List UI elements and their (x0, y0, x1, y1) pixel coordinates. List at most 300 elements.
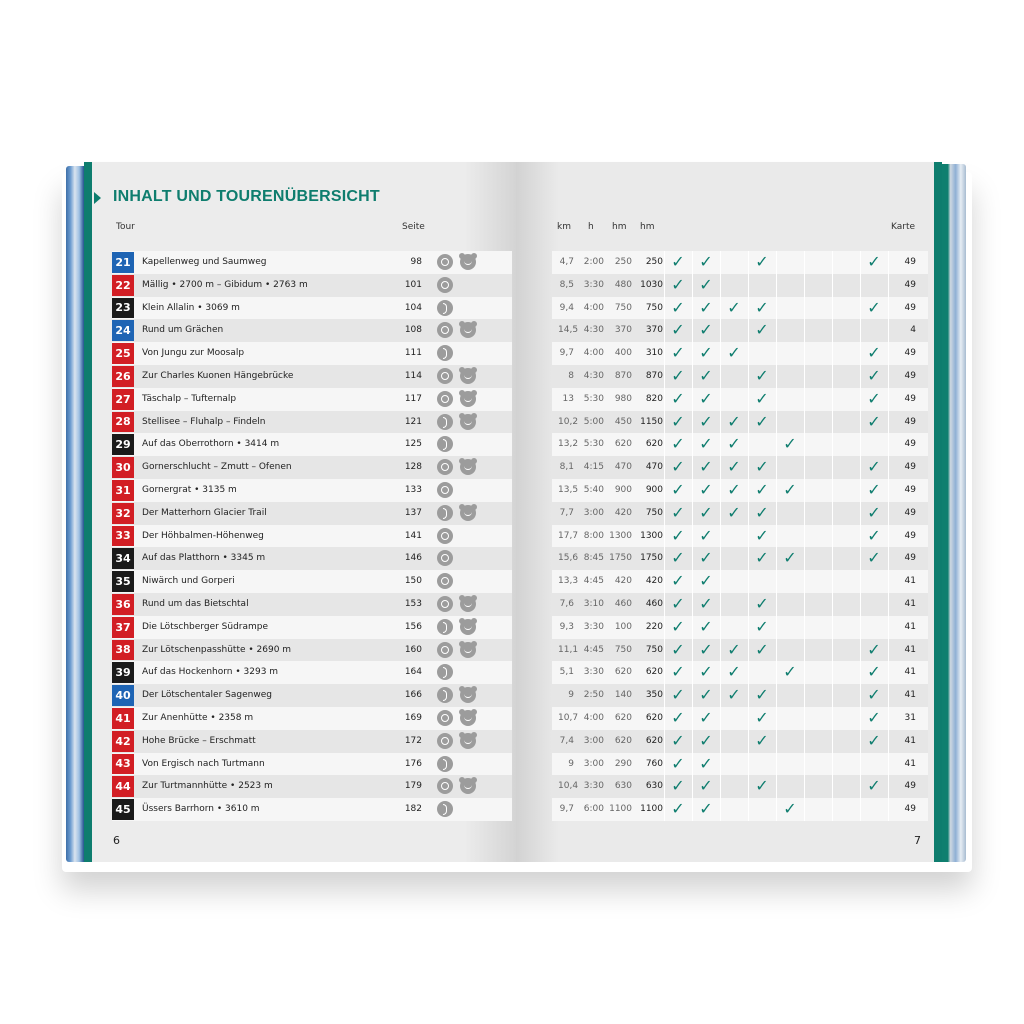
column-separator (720, 547, 721, 570)
column-separator (664, 639, 665, 662)
tour-page: 166 (404, 690, 422, 701)
column-separator (832, 433, 833, 456)
tour-name[interactable]: Auf das Platthorn • 3345 m (142, 553, 266, 564)
column-separator (692, 342, 693, 365)
column-separator (804, 570, 805, 593)
column-separator (888, 730, 889, 753)
check-icon: ✓ (671, 571, 685, 591)
tour-ascent: 870 (614, 370, 632, 381)
check-icon: ✓ (755, 365, 769, 385)
tour-name[interactable]: Zur Turtmannhütte • 2523 m (142, 781, 273, 792)
teddy-face-icon (460, 596, 476, 612)
column-separator (692, 753, 693, 776)
check-icon: ✓ (671, 343, 685, 363)
column-separator (832, 479, 833, 502)
tour-duration: 3:30 (583, 781, 604, 792)
column-separator (860, 411, 861, 434)
tour-distance: 9,4 (559, 302, 574, 313)
check-icon: ✓ (755, 685, 769, 705)
column-separator (804, 707, 805, 730)
tour-name[interactable]: Mällig • 2700 m – Gibidum • 2763 m (142, 279, 308, 290)
tour-name[interactable]: Gornergrat • 3135 m (142, 484, 237, 495)
check-icon: ✓ (699, 548, 713, 568)
table-row[interactable] (112, 593, 928, 616)
table-row[interactable] (112, 616, 928, 639)
tour-name[interactable]: Zur Charles Kuonen Hängebrücke (142, 370, 294, 381)
check-icon: ✓ (755, 548, 769, 568)
table-row[interactable] (112, 365, 928, 388)
column-separator (860, 433, 861, 456)
tour-distance: 13 (562, 393, 574, 404)
tour-number-badge: 42 (112, 731, 134, 752)
check-icon: ✓ (755, 252, 769, 271)
tour-distance: 13,5 (558, 484, 579, 495)
column-separator (804, 547, 805, 570)
column-separator (748, 525, 749, 548)
column-separator (748, 251, 749, 274)
tour-name[interactable]: Der Höhbalmen-Höhenweg (142, 530, 264, 541)
check-icon: ✓ (727, 411, 741, 431)
tour-page: 114 (404, 370, 422, 381)
ring-icon (437, 482, 453, 498)
column-separator (776, 639, 777, 662)
column-separator (832, 798, 833, 821)
tour-map: 41 (904, 667, 916, 678)
tour-map: 49 (904, 393, 916, 404)
check-icon: ✓ (671, 548, 685, 568)
tour-descent: 250 (645, 257, 663, 267)
check-icon: ✓ (671, 320, 685, 340)
tour-page: 104 (404, 302, 422, 313)
tour-descent: 460 (645, 598, 663, 609)
table-row[interactable] (112, 661, 928, 684)
table-row[interactable] (112, 479, 928, 502)
column-separator (692, 411, 693, 434)
table-row[interactable] (112, 753, 928, 776)
column-separator (664, 570, 665, 593)
teddy-face-icon (460, 733, 476, 749)
table-row[interactable] (112, 798, 928, 821)
tour-duration: 4:00 (583, 302, 604, 313)
column-separator (804, 661, 805, 684)
column-separator (692, 274, 693, 297)
table-row[interactable] (112, 775, 928, 798)
tour-number-badge: 35 (112, 571, 134, 592)
check-icon: ✓ (727, 457, 741, 477)
tour-map: 49 (904, 804, 916, 815)
column-separator (664, 684, 665, 707)
tour-map: 41 (904, 598, 916, 609)
tour-distance: 13,3 (558, 576, 579, 587)
column-separator (888, 570, 889, 593)
tour-distance: 4,7 (559, 257, 574, 267)
table-row[interactable] (112, 342, 928, 365)
column-separator (776, 616, 777, 639)
column-separator (664, 251, 665, 274)
check-icon: ✓ (671, 457, 685, 477)
check-icon: ✓ (867, 411, 881, 431)
check-icon: ✓ (783, 479, 797, 499)
tour-duration: 3:30 (583, 667, 604, 678)
tour-map: 49 (904, 462, 916, 473)
tour-name[interactable]: Hohe Brücke – Erschmatt (142, 735, 256, 746)
column-separator (888, 661, 889, 684)
tour-name[interactable]: Zur Anenhütte • 2358 m (142, 712, 254, 723)
tour-distance: 15,6 (558, 553, 579, 564)
column-separator (664, 479, 665, 502)
tour-descent: 750 (645, 644, 663, 655)
tour-descent: 370 (645, 325, 663, 336)
column-separator (748, 502, 749, 525)
column-separator (860, 798, 861, 821)
tour-distance: 5,1 (559, 667, 574, 678)
column-separator (720, 593, 721, 616)
tour-duration: 2:00 (583, 257, 604, 267)
tour-ascent: 470 (614, 462, 632, 473)
tour-ascent: 620 (614, 439, 632, 450)
column-separator (860, 297, 861, 320)
check-icon: ✓ (699, 343, 713, 363)
column-separator (804, 479, 805, 502)
column-separator (832, 730, 833, 753)
tour-number-badge: 36 (112, 594, 134, 615)
check-icon: ✓ (755, 776, 769, 796)
tour-page: 160 (404, 644, 422, 655)
column-separator (692, 593, 693, 616)
column-separator (692, 775, 693, 798)
column-separator (832, 684, 833, 707)
left-accent-bar (84, 162, 92, 862)
tour-map: 49 (904, 279, 916, 290)
check-icon: ✓ (867, 776, 881, 796)
tour-name[interactable]: Gornerschlucht – Zmutt – Ofenen (142, 462, 292, 473)
column-separator (692, 525, 693, 548)
tour-duration: 5:30 (583, 393, 604, 404)
check-icon: ✓ (671, 297, 685, 317)
tour-name[interactable]: Klein Allalin • 3069 m (142, 302, 240, 313)
table-row[interactable] (112, 297, 928, 320)
column-separator (860, 593, 861, 616)
column-separator (664, 775, 665, 798)
teddy-face-icon (460, 642, 476, 658)
column-separator (664, 502, 665, 525)
tour-name[interactable]: Der Lötschentaler Sagenweg (142, 690, 272, 701)
tour-duration: 4:45 (583, 644, 604, 655)
tour-descent: 1750 (640, 553, 663, 564)
table-row[interactable] (112, 684, 928, 707)
column-separator (748, 388, 749, 411)
column-separator (692, 456, 693, 479)
tour-name[interactable]: Auf das Hockenhorn • 3293 m (142, 667, 279, 678)
tour-name[interactable]: Kapellenweg und Saumweg (142, 257, 267, 267)
check-icon: ✓ (671, 730, 685, 750)
teddy-face-icon (460, 710, 476, 726)
tour-name[interactable]: Stellisee – Fluhalp – Findeln (142, 416, 266, 427)
column-separator (860, 775, 861, 798)
check-icon: ✓ (699, 662, 713, 682)
tour-distance: 7,6 (559, 598, 574, 609)
column-separator (888, 684, 889, 707)
column-separator (776, 502, 777, 525)
check-icon: ✓ (755, 593, 769, 613)
check-icon: ✓ (699, 411, 713, 431)
column-separator (860, 456, 861, 479)
column-separator (776, 342, 777, 365)
column-separator (776, 753, 777, 776)
tour-name[interactable]: Täschalp – Tufternalp (142, 393, 237, 404)
tour-distance: 10,4 (558, 781, 579, 792)
table-row[interactable] (112, 707, 928, 730)
check-icon: ✓ (699, 365, 713, 385)
check-icon: ✓ (755, 730, 769, 750)
stroller-icon (437, 756, 453, 772)
column-separator (776, 274, 777, 297)
column-separator (888, 525, 889, 548)
column-separator (720, 297, 721, 320)
column-separator (832, 661, 833, 684)
stroller-icon (437, 619, 453, 635)
tour-ascent: 620 (614, 667, 632, 678)
column-separator (720, 411, 721, 434)
tour-name[interactable]: Rund um Grächen (142, 325, 224, 336)
ring-icon (437, 391, 453, 407)
column-separator (748, 639, 749, 662)
tour-ascent: 100 (614, 621, 632, 632)
column-separator (860, 251, 861, 274)
tour-name[interactable]: Von Jungu zur Moosalp (142, 348, 245, 359)
table-row[interactable] (112, 319, 928, 342)
check-icon: ✓ (867, 525, 881, 545)
tour-name[interactable]: Üssers Barrhorn • 3610 m (142, 804, 260, 815)
tour-duration: 4:00 (583, 712, 604, 723)
column-separator (860, 525, 861, 548)
column-separator (748, 297, 749, 320)
teddy-face-icon (460, 505, 476, 521)
column-separator (776, 388, 777, 411)
column-separator (888, 388, 889, 411)
table-row[interactable] (112, 502, 928, 525)
column-separator (804, 753, 805, 776)
table-row[interactable] (112, 639, 928, 662)
tour-number-badge: 43 (112, 754, 134, 775)
tour-map: 49 (904, 302, 916, 313)
tour-name[interactable]: Niwärch und Gorperi (142, 576, 235, 587)
column-separator (776, 593, 777, 616)
column-separator (860, 319, 861, 342)
check-icon: ✓ (727, 662, 741, 682)
tour-page: 128 (404, 462, 422, 473)
header-km: km (557, 222, 571, 232)
check-icon: ✓ (867, 707, 881, 727)
header-hm-up: hm (612, 222, 627, 232)
tour-name[interactable]: Auf das Oberrothorn • 3414 m (142, 439, 280, 450)
check-icon: ✓ (699, 525, 713, 545)
column-separator (888, 593, 889, 616)
column-separator (860, 365, 861, 388)
check-icon: ✓ (867, 365, 881, 385)
column-separator (776, 251, 777, 274)
tour-page: 182 (404, 804, 422, 815)
tour-number-badge: 28 (112, 412, 134, 433)
column-separator (804, 502, 805, 525)
tour-number-badge: 44 (112, 776, 134, 797)
column-separator (804, 639, 805, 662)
column-separator (748, 570, 749, 593)
table-row[interactable] (112, 251, 928, 274)
check-icon: ✓ (699, 571, 713, 591)
header-h: h (588, 222, 594, 232)
column-separator (692, 388, 693, 411)
column-separator (832, 753, 833, 776)
tour-ascent: 750 (614, 644, 632, 655)
tour-distance: 7,4 (559, 735, 574, 746)
tour-distance: 9,7 (559, 804, 574, 815)
check-icon: ✓ (755, 616, 769, 636)
column-separator (860, 502, 861, 525)
ring-icon (437, 733, 453, 749)
column-separator (804, 274, 805, 297)
check-icon: ✓ (699, 297, 713, 317)
table-row[interactable] (112, 525, 928, 548)
check-icon: ✓ (755, 457, 769, 477)
check-icon: ✓ (671, 434, 685, 454)
table-row[interactable] (112, 274, 928, 297)
column-separator (720, 616, 721, 639)
column-separator (888, 297, 889, 320)
tour-name[interactable]: Zur Lötschenpasshütte • 2690 m (142, 644, 292, 655)
ring-icon (437, 368, 453, 384)
column-separator (720, 775, 721, 798)
tour-descent: 310 (645, 348, 663, 359)
tour-duration: 5:30 (583, 439, 604, 450)
tour-descent: 900 (645, 484, 663, 495)
tour-map: 49 (904, 530, 916, 541)
tour-number-badge: 23 (112, 298, 134, 319)
column-separator (748, 798, 749, 821)
tour-page: 176 (404, 758, 422, 769)
column-separator (804, 525, 805, 548)
tour-page: 146 (404, 553, 422, 564)
table-row[interactable] (112, 456, 928, 479)
column-separator (832, 775, 833, 798)
column-separator (804, 730, 805, 753)
tour-name[interactable]: Der Matterhorn Glacier Trail (142, 507, 267, 518)
tour-map: 41 (904, 690, 916, 701)
column-separator (720, 251, 721, 274)
column-separator (832, 639, 833, 662)
tour-number-badge: 38 (112, 640, 134, 661)
column-separator (664, 342, 665, 365)
ring-icon (437, 277, 453, 293)
check-icon: ✓ (727, 639, 741, 659)
column-separator (888, 616, 889, 639)
tour-descent: 470 (645, 462, 663, 473)
table-row[interactable] (112, 433, 928, 456)
table-row[interactable] (112, 570, 928, 593)
table-row[interactable] (112, 388, 928, 411)
column-separator (692, 707, 693, 730)
table-row[interactable] (112, 547, 928, 570)
tour-table (112, 251, 928, 821)
column-separator (664, 798, 665, 821)
column-separator (804, 388, 805, 411)
column-separator (860, 684, 861, 707)
column-separator (888, 639, 889, 662)
tour-number-badge: 24 (112, 320, 134, 341)
check-icon: ✓ (867, 639, 881, 659)
check-icon: ✓ (755, 639, 769, 659)
check-icon: ✓ (671, 616, 685, 636)
column-separator (832, 365, 833, 388)
column-separator (804, 798, 805, 821)
tour-ascent: 620 (614, 712, 632, 723)
check-icon: ✓ (727, 479, 741, 499)
tour-duration: 2:50 (583, 690, 604, 701)
column-separator (664, 753, 665, 776)
column-separator (720, 274, 721, 297)
column-separator (664, 433, 665, 456)
check-icon: ✓ (727, 502, 741, 522)
column-separator (720, 684, 721, 707)
tour-name[interactable]: Von Ergisch nach Turtmann (142, 758, 265, 769)
column-separator (664, 593, 665, 616)
tour-descent: 820 (645, 393, 663, 404)
table-row[interactable] (112, 730, 928, 753)
tour-map: 49 (904, 439, 916, 450)
column-separator (692, 616, 693, 639)
check-icon: ✓ (867, 297, 881, 317)
column-separator (776, 570, 777, 593)
check-icon: ✓ (699, 388, 713, 408)
tour-duration: 6:00 (583, 804, 604, 815)
teddy-face-icon (460, 619, 476, 635)
tour-ascent: 370 (614, 325, 632, 336)
check-icon: ✓ (699, 479, 713, 499)
check-icon: ✓ (867, 730, 881, 750)
column-separator (748, 753, 749, 776)
column-separator (832, 342, 833, 365)
column-separator (748, 707, 749, 730)
tour-name[interactable]: Rund um das Bietschtal (142, 598, 249, 609)
tour-duration: 8:45 (583, 553, 604, 564)
table-row[interactable] (112, 411, 928, 434)
tour-map: 49 (904, 484, 916, 495)
check-icon: ✓ (755, 388, 769, 408)
tour-map: 49 (904, 507, 916, 518)
column-separator (804, 342, 805, 365)
check-icon: ✓ (671, 799, 685, 819)
check-icon: ✓ (783, 799, 797, 819)
tour-ascent: 460 (614, 598, 632, 609)
tour-ascent: 980 (614, 393, 632, 404)
column-separator (664, 707, 665, 730)
column-separator (804, 616, 805, 639)
check-icon: ✓ (867, 479, 881, 499)
column-separator (832, 616, 833, 639)
check-icon: ✓ (727, 297, 741, 317)
check-icon: ✓ (783, 548, 797, 568)
column-separator (832, 388, 833, 411)
check-icon: ✓ (671, 639, 685, 659)
column-separator (888, 479, 889, 502)
check-icon: ✓ (699, 252, 713, 271)
check-icon: ✓ (867, 343, 881, 363)
tour-duration: 3:10 (583, 598, 604, 609)
tour-name[interactable]: Die Lötschberger Südrampe (142, 621, 269, 632)
column-separator (860, 342, 861, 365)
column-separator (804, 593, 805, 616)
tour-descent: 620 (645, 439, 663, 450)
